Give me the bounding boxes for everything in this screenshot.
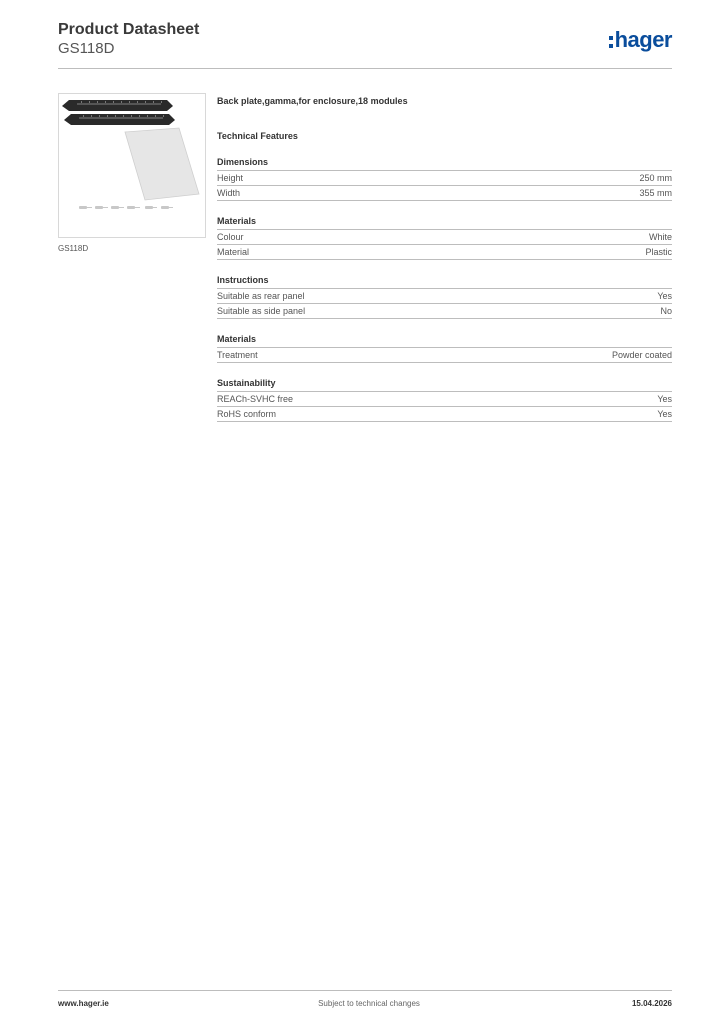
spec-label: Material [217, 247, 250, 257]
spec-value: No [660, 306, 672, 316]
spec-label: Width [217, 188, 241, 198]
spec-row [217, 407, 672, 422]
section-dimensions [217, 157, 672, 201]
spec-value: Plastic [645, 247, 672, 257]
section-title: Dimensions [217, 157, 672, 171]
section-materials [217, 216, 672, 260]
section-title: Instructions [217, 275, 672, 289]
page-title: Product Datasheet [58, 21, 200, 38]
spec-label: Suitable as rear panel [217, 291, 305, 301]
back-plate-illustration [59, 94, 205, 237]
header-divider [58, 68, 672, 69]
section-instructions [217, 275, 672, 319]
screws-icon [79, 206, 173, 209]
spec-row [217, 348, 672, 363]
mounting-rail-icon [64, 114, 175, 125]
spec-row [217, 245, 672, 260]
section-materials-treatment [217, 334, 672, 363]
footer-divider [58, 990, 672, 991]
spec-value: Powder coated [611, 350, 672, 360]
spec-value: Yes [657, 291, 672, 301]
spec-row [217, 230, 672, 245]
product-description: Back plate,gamma,for enclosure,18 modules [217, 96, 408, 106]
logo-text: hager [614, 27, 672, 52]
spec-row [217, 186, 672, 201]
spec-value: Yes [657, 409, 672, 419]
spec-value: 355 mm [639, 188, 672, 198]
spec-row [217, 289, 672, 304]
product-code: GS118D [58, 40, 115, 57]
spec-label: Height [217, 173, 244, 183]
footer-website[interactable]: www.hager.ie [58, 999, 109, 1008]
technical-features-heading: Technical Features [217, 131, 298, 141]
hager-logo [609, 27, 672, 53]
spec-label: REACh-SVHC free [217, 394, 294, 404]
logo-colon-icon [609, 36, 613, 48]
spec-label: RoHS conform [217, 409, 277, 419]
section-title: Materials [217, 334, 672, 348]
spec-label: Colour [217, 232, 244, 242]
section-sustainability [217, 378, 672, 422]
footer-date: 15.04.2026 [631, 999, 672, 1008]
spec-row [217, 171, 672, 186]
section-title: Sustainability [217, 378, 672, 392]
spec-row [217, 392, 672, 407]
spec-row [217, 304, 672, 319]
image-caption: GS118D [58, 244, 89, 253]
spec-label: Treatment [217, 350, 258, 360]
spec-value: Yes [657, 394, 672, 404]
spec-value: White [648, 232, 672, 242]
product-image [58, 93, 206, 238]
spec-value: 250 mm [639, 173, 672, 183]
footer-notice: Subject to technical changes [318, 999, 420, 1008]
spec-label: Suitable as side panel [217, 306, 306, 316]
back-plate-icon [125, 128, 199, 200]
technical-content [217, 96, 672, 422]
section-title: Materials [217, 216, 672, 230]
mounting-rail-icon [62, 100, 173, 111]
